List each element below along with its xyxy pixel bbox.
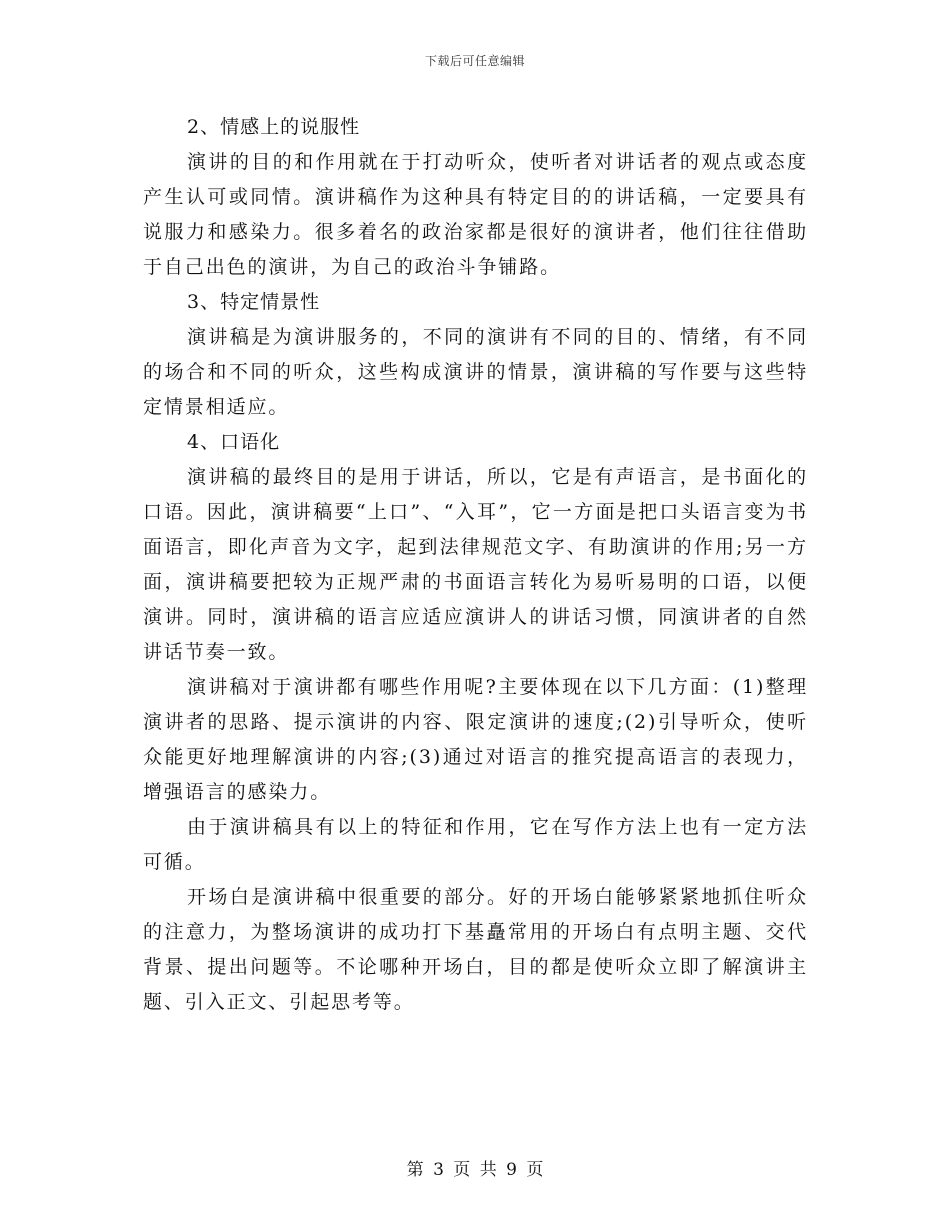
paragraph: 由于演讲稿具有以上的特征和作用，它在写作方法上也有一定方法可循。	[143, 816, 808, 873]
section-emotional-persuasion	[143, 110, 808, 285]
paragraph: 演讲稿是为演讲服务的，不同的演讲有不同的目的、情绪，有不同的场合和不同的听众，这些构成演讲的情景，演讲稿的写作要与这些特定情景相适应。	[143, 326, 808, 418]
section-heading: 4、口语化	[187, 431, 281, 453]
paragraph: 演讲稿的最终目的是用于讲话，所以，它是有声语言，是书面化的口语。因此，演讲稿要“上口”、“入耳”，它一方面是把口头语言变为书面语言，即化声音为文字，起到法律规范文字、有助演讲的作用;另一方面，演讲稿要把较为正规严肃的书面语言转化为易听易明的口语，以便演讲。同时，演讲稿的语言应适应演讲人的讲话习惯，同演讲者的自然讲话节奏一致。	[143, 466, 808, 663]
paragraph: 演讲稿对于演讲都有哪些作用呢?主要体现在以下几方面：(1)整理演讲者的思路、提示演讲的内容、限定演讲的速度;(2)引导听众，使听众能更好地理解演讲的内容;(3)通过对语言的推究提高语言的表现力，增强语言的感染力。	[143, 676, 808, 803]
paragraph: 开场白是演讲稿中很重要的部分。好的开场白能够紧紧地抓住听众的注意力，为整场演讲的成功打下基矗常用的开场白有点明主题、交代背景、提出问题等。不论哪种开场白，目的都是使听众立即了解演讲主题、引入正文、引起思考等。	[143, 886, 808, 1013]
section-colloquial	[143, 425, 808, 1020]
paragraph: 演讲的目的和作用就在于打动听众，使听者对讲话者的观点或态度产生认可或同情。演讲稿作为这种具有特定目的的讲话稿，一定要具有说服力和感染力。很多着名的政治家都是很好的演讲者，他们往往借助于自己出色的演讲，为自己的政治斗争铺路。	[143, 151, 808, 278]
section-heading: 2、情感上的说服性	[187, 116, 361, 138]
header-note: 下载后可任意编辑	[424, 54, 525, 68]
section-heading: 3、特定情景性	[187, 291, 321, 313]
section-specific-context	[143, 285, 808, 425]
document-body	[143, 110, 808, 1020]
page-number-footer: 第 3 页 共 9 页	[406, 1160, 544, 1180]
